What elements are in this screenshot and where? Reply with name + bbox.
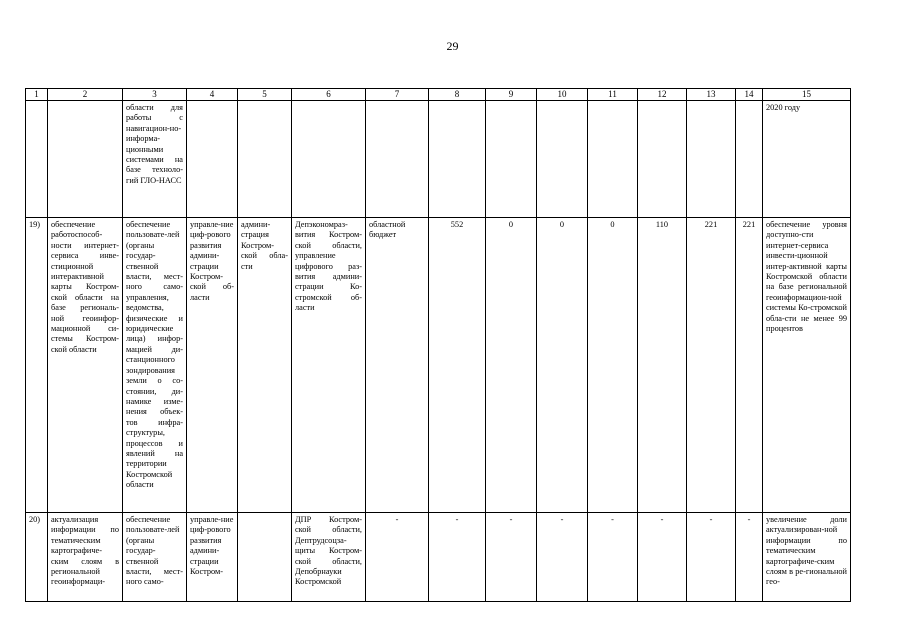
- participants-cell: Депэкономраз-вития Костром-ской области, управление цифрового раз-вития админи-страции Ко-стромской об-ласти: [292, 218, 366, 513]
- header-cell-9: 9: [486, 89, 537, 101]
- funding-source-cell: областной бюджет: [366, 218, 429, 513]
- row-number-cell: [26, 101, 48, 218]
- year-amount-cell: 0: [588, 218, 638, 513]
- year-amount-cell: 110: [638, 218, 687, 513]
- funding-source-cell: [366, 101, 429, 218]
- coexecutor-cell: админи-страция Костром-ской обла-сти: [238, 218, 292, 513]
- responsible-executor-cell: управле-ние циф-рового развития админи-страции Костром-ской об-ласти: [187, 218, 238, 513]
- participants-cell: [292, 101, 366, 218]
- responsible-executor-cell: управле-ние циф-рового развития админи-страции Костром-: [187, 513, 238, 602]
- measure-name-cell: обеспечение работоспособ-ности интернет-сервиса инве-стиционной интерактивной карты Костром-ской области на базе региональ-ной геоинфор-мационной си-стемы Костром-ской области: [48, 218, 123, 513]
- total-amount-cell: -: [429, 513, 486, 602]
- year-amount-cell: -: [537, 513, 588, 602]
- table-row-continuation: [26, 101, 851, 218]
- header-row: [26, 89, 851, 101]
- year-amount-cell: [486, 101, 537, 218]
- year-amount-cell: 221: [687, 218, 736, 513]
- header-cell-7: 7: [366, 89, 429, 101]
- funding-source-cell: -: [366, 513, 429, 602]
- measure-content-cell: обеспечение пользовате-лей (органы государ-ственной власти, мест-ного само-: [123, 513, 187, 602]
- year-amount-cell: 221: [736, 218, 763, 513]
- year-amount-cell: [537, 101, 588, 218]
- header-cell-8: 8: [429, 89, 486, 101]
- year-amount-cell: -: [486, 513, 537, 602]
- year-amount-cell: [638, 101, 687, 218]
- year-amount-cell: [588, 101, 638, 218]
- table-row-19: [26, 218, 851, 513]
- measure-name-cell: [48, 101, 123, 218]
- year-amount-cell: -: [687, 513, 736, 602]
- header-cell-5: 5: [238, 89, 292, 101]
- header-cell-14: 14: [736, 89, 763, 101]
- year-amount-cell: -: [736, 513, 763, 602]
- header-cell-2: 2: [48, 89, 123, 101]
- total-amount-cell: 552: [429, 218, 486, 513]
- header-cell-4: 4: [187, 89, 238, 101]
- header-cell-11: 11: [588, 89, 638, 101]
- year-amount-cell: -: [588, 513, 638, 602]
- year-amount-cell: 0: [486, 218, 537, 513]
- header-cell-10: 10: [537, 89, 588, 101]
- row-number-cell: 20): [26, 513, 48, 602]
- header-cell-1: 1: [26, 89, 48, 101]
- measure-content-cell: обеспечение пользовате-лей (органы государ-ственной власти, мест-ного само-управления, ведомства, физические и юридические лица) инфор-мацией ди-станционного зондирования земли о со-стоянии, ди-намике изме-нения объек-тов инфра-структуры, процессов и явлений на территории Костромской области: [123, 218, 187, 513]
- responsible-executor-cell: [187, 101, 238, 218]
- year-amount-cell: 0: [537, 218, 588, 513]
- year-amount-cell: [736, 101, 763, 218]
- header-cell-13: 13: [687, 89, 736, 101]
- header-cell-15: 15: [763, 89, 851, 101]
- header-cell-6: 6: [292, 89, 366, 101]
- table-row-20: [26, 513, 851, 602]
- total-amount-cell: [429, 101, 486, 218]
- expected-result-cell: 2020 году: [763, 101, 851, 218]
- coexecutor-cell: [238, 101, 292, 218]
- year-amount-cell: -: [638, 513, 687, 602]
- measure-name-cell: актуализация информации по тематическим картографиче-ским слоям в региональной геоинформаци-: [48, 513, 123, 602]
- header-cell-12: 12: [638, 89, 687, 101]
- measure-content-cell: области для работы с навигацион-но-информа-ционными системами на базе техноло-гий ГЛО-НАСС: [123, 101, 187, 218]
- page-number: 29: [446, 39, 459, 53]
- participants-cell: ДПР Костром-ской области, Дептрудсоцза-щиты Костром-ской области, Депобрнауки Костромской: [292, 513, 366, 602]
- expected-result-cell: увеличение доли актуализирован-ной информации по тематическим картографиче-ским слоям в ре-гиональной гео-: [763, 513, 851, 602]
- header-cell-3: 3: [123, 89, 187, 101]
- program-table: [25, 88, 851, 602]
- year-amount-cell: [687, 101, 736, 218]
- expected-result-cell: обеспечение уровня доступно-сти интернет-сервиса инвести-ционной интер-активной карты Костромской области на базе региональной геоинформацион-ной системы Ко-стромской обла-сти не менее 99 процентов: [763, 218, 851, 513]
- row-number-cell: 19): [26, 218, 48, 513]
- coexecutor-cell: [238, 513, 292, 602]
